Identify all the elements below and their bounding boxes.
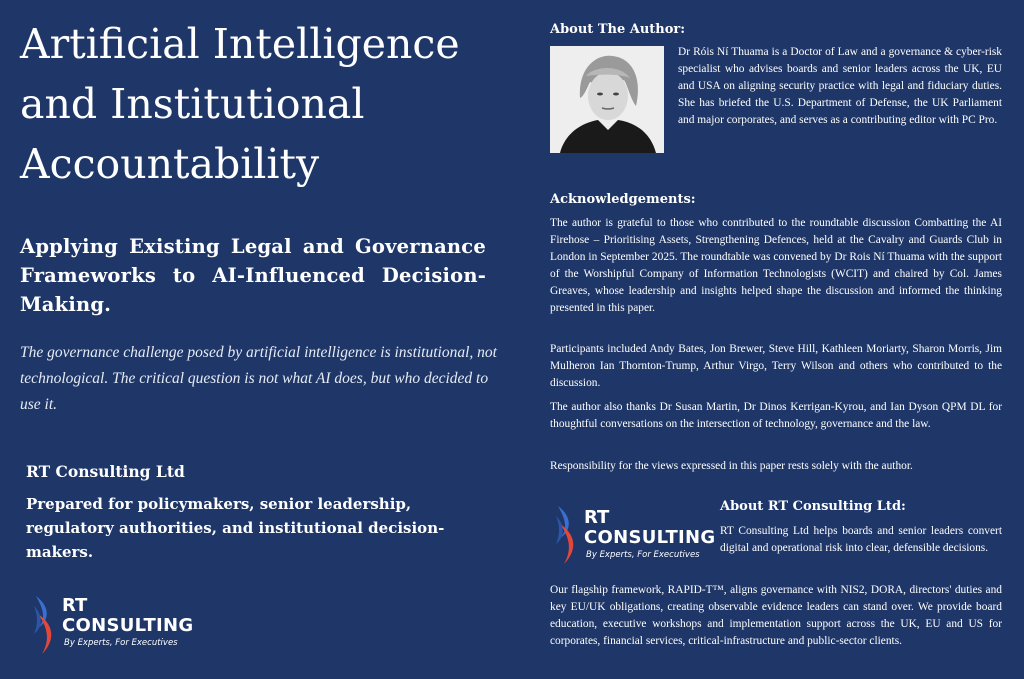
author-portrait-icon (550, 46, 664, 153)
rt-consulting-logo (30, 594, 200, 658)
pull-quote: The governance challenge posed by artificial intelligence is institutional, not technological. The critical question is not what AI does, but who decided to use it. (20, 344, 497, 413)
logo-rt-text: RT (584, 507, 610, 528)
logo-mark-icon (552, 504, 580, 568)
acknowledgements-p1: The author is grateful to those who contributed to the roundtable discussion Combatting the AI Firehose – Prioritising Assets, Strengthening Defences, held at the Cavalry and Guards Club in London in September 2025. The roundtable was convened by Dr Rois Ní Thuama with the support of the Worshipful Company of Information Technologists (WCIT) and chaired by Col. James Greaves, whose leadership and insights helped shape the discussion and informed the thinking presented in this paper. (550, 217, 1002, 314)
logo-consulting-text: CONSULTING (62, 615, 194, 636)
logo-consulting-text: CONSULTING (584, 527, 716, 548)
rt-consulting-logo-small (552, 504, 717, 568)
acknowledgements-p2: Participants included Andy Bates, Jon Brewer, Steve Hill, Kathleen Moriarty, Sharon Morris, Jim Mulheron Ian Thornton-Trump, Arthur Virgo, Terry Wilson and others who contributed to the discussion. (550, 343, 1002, 389)
logo-rt-text: RT (62, 595, 88, 616)
audience-statement: Prepared for policymakers, senior leadership, regulatory authorities, and institutional decision-makers. (26, 495, 445, 561)
info-panel (550, 0, 1002, 679)
acknowledgements-p3: The author also thanks Dr Susan Martin, Dr Dinos Kerrigan-Kyrou, and Ian Dyson QPM DL for thoughtful conversations on the intersection of technology, governance and the law. (550, 401, 1002, 430)
subtitle: Applying Existing Legal and Governance Frameworks to AI-Influenced Decision-Making. (20, 235, 486, 316)
author-bio: Dr Róis Ní Thuama is a Doctor of Law and a governance & cyber-risk specialist who advises boards and senior leaders across the UK, EU and USA on aligning security practice with legal and fiduciary duties. She has briefed the U.S. Department of Defense, the UK Parliament and major corporates, and serves as a contributing editor with PC Pro. (678, 46, 1002, 126)
author-photo (550, 46, 664, 153)
author-heading: About The Author: (550, 22, 686, 37)
logo-tagline: By Experts, For Executives (64, 638, 178, 648)
about-rt-heading: About RT Consulting Ltd: (720, 499, 906, 514)
logo-tagline: By Experts, For Executives (586, 550, 700, 560)
acknowledgements-p4: Responsibility for the views expressed in this paper rests solely with the author. (550, 460, 913, 472)
acknowledgements-heading: Acknowledgements: (550, 192, 696, 207)
page-title: Artificial Intelligence and Institutional Accountability (20, 20, 460, 188)
logo-mark-icon (30, 594, 58, 658)
company-name: RT Consulting Ltd (26, 462, 185, 481)
about-rt-flagship: Our flagship framework, RAPID-T™, aligns governance with NIS2, DORA, directors' duties and key EU/UK obligations, creating observable evidence leaders can stand over. We provide board education, executive workshops and implementation support across the UK, EU and US for corporates, financial services, critical-infrastructure and public-sector clients. (550, 584, 1002, 647)
about-rt-description: RT Consulting Ltd helps boards and senior leaders convert digital and operational risk into clear, defensible decisions. (720, 525, 1002, 554)
